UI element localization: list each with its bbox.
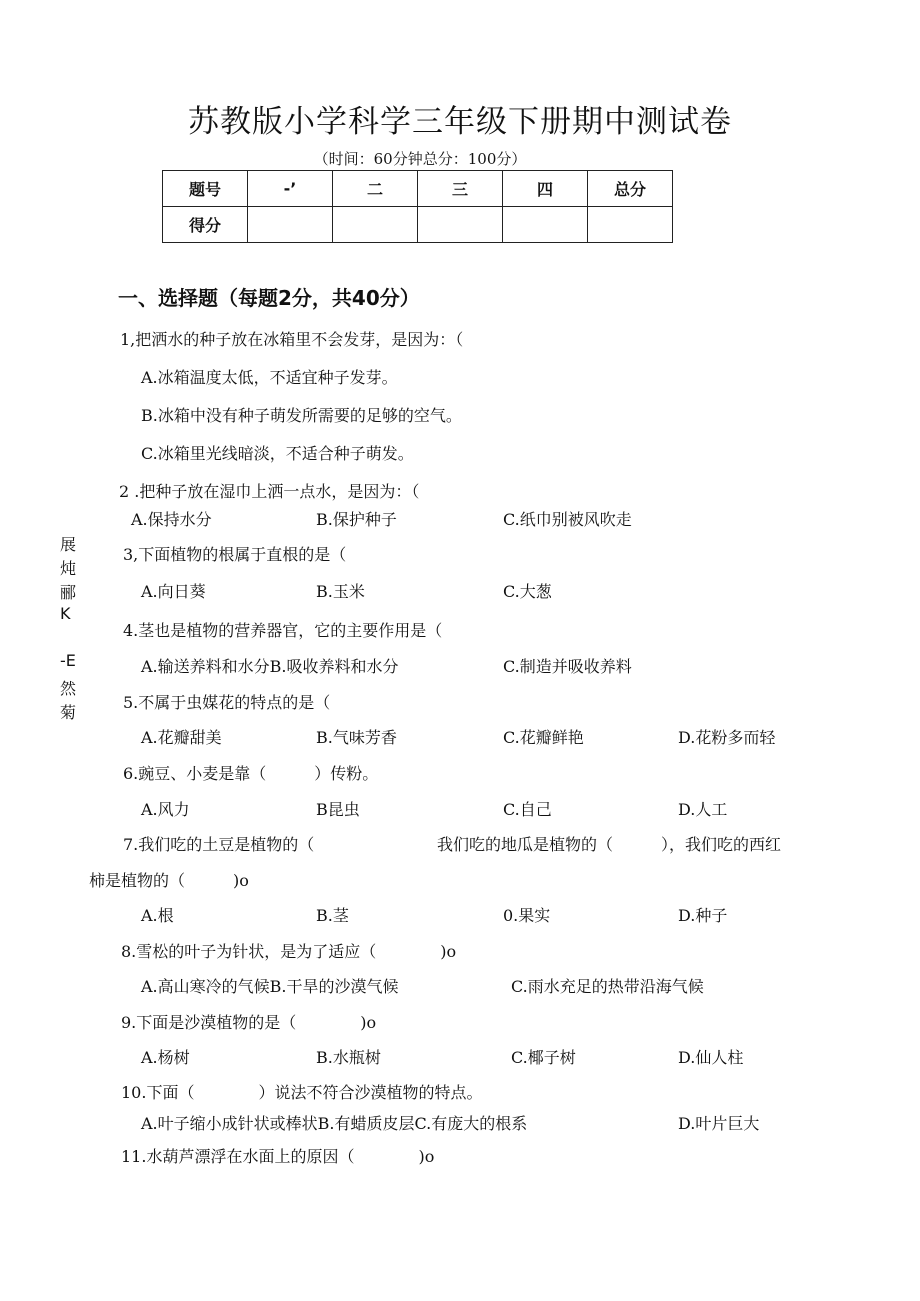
score-table-header-row: [163, 171, 673, 207]
header-cell: 四: [503, 171, 588, 207]
question-7-stem: 7.我们吃的土豆是植物的（: [123, 835, 315, 854]
question-8-option-ab: A.高山寒冷的气候B.干旱的沙漠气候: [141, 977, 399, 996]
question-6-stem: 6.豌豆、小麦是靠（ ）传粉。: [123, 764, 379, 783]
question-6-option-a: A.风力: [141, 800, 190, 819]
score-table: [162, 170, 673, 243]
question-10-option-d: D.叶片巨大: [678, 1114, 760, 1133]
question-5-option-b: B.气味芳香: [316, 728, 397, 747]
margin-char: -E: [60, 651, 76, 670]
question-6-option-c: C.自己: [503, 800, 552, 819]
question-7-option-a: A.根: [141, 906, 174, 925]
question-11-stem: 11.水葫芦漂浮在水面上的原因（ )o: [121, 1147, 435, 1166]
question-4-stem: 4.茎也是植物的营养器官，它的主要作用是（: [123, 621, 443, 640]
question-7-option-c: 0.果实: [503, 906, 551, 925]
question-5-option-a: A.花瓣甜美: [141, 728, 222, 747]
score-cell[interactable]: [248, 207, 333, 243]
question-5-option-d: D.花粉多而轻: [678, 728, 776, 747]
question-1-option-a: A.冰箱温度太低，不适宜种子发芽。: [141, 368, 398, 387]
question-8-stem: 8.雪松的叶子为针状，是为了适应（ )o: [121, 942, 457, 961]
score-cell[interactable]: [503, 207, 588, 243]
question-2-stem: 2 .把种子放在湿巾上洒一点水，是因为：（: [119, 482, 420, 501]
question-5-stem: 5.不属于虫媒花的特点的是（: [123, 693, 331, 712]
score-cell[interactable]: [588, 207, 673, 243]
question-1-option-b: B.冰箱中没有种子萌发所需要的足够的空气。: [141, 406, 462, 425]
header-cell: 总分: [588, 171, 673, 207]
exam-info: （时间：60分钟总分：100分）: [313, 150, 527, 168]
question-10-stem: 10.下面（ ）说法不符合沙漠植物的特点。: [121, 1083, 483, 1102]
page-title: 苏教版小学科学三年级下册期中测试卷: [188, 104, 732, 140]
question-2-option-c: C.纸巾别被风吹走: [503, 510, 632, 529]
question-7-stem-continued: 我们吃的地瓜是植物的（ ），我们吃的西红: [437, 835, 782, 854]
question-9-option-b: B.水瓶树: [316, 1048, 381, 1067]
question-9-option-c: C.椰子树: [511, 1048, 576, 1067]
question-1-option-c: C.冰箱里光线暗淡，不适合种子萌发。: [141, 444, 414, 463]
margin-char: 展: [60, 535, 77, 554]
question-3-stem: 3,下面植物的根属于直根的是（: [123, 545, 347, 564]
question-3-option-b: B.玉米: [316, 582, 365, 601]
question-6-option-b: B昆虫: [316, 800, 360, 819]
question-5-option-c: C.花瓣鲜艳: [503, 728, 584, 747]
score-cell[interactable]: [333, 207, 418, 243]
question-3-option-c: C.大葱: [503, 582, 552, 601]
question-7-stem-line2: 柿是植物的（ )o: [89, 871, 249, 890]
question-7-option-b: B.茎: [316, 906, 349, 925]
margin-char: 然: [60, 679, 77, 698]
score-row-label: 得分: [163, 207, 248, 243]
question-6-option-d: D.人工: [678, 800, 728, 819]
header-cell: -’: [248, 171, 333, 207]
question-2-option-a: A.保持水分: [131, 510, 212, 529]
question-7-option-d: D.种子: [678, 906, 728, 925]
question-4-option-c: C.制造并吸收养料: [503, 657, 632, 676]
question-1-stem: 1,把洒水的种子放在冰箱里不会发芽，是因为：（: [120, 330, 464, 349]
header-cell: 二: [333, 171, 418, 207]
margin-char: 菊: [60, 703, 77, 722]
margin-char: K: [60, 604, 71, 623]
question-2-option-b: B.保护种子: [316, 510, 397, 529]
header-cell: 题号: [163, 171, 248, 207]
question-3-option-a: A.向日葵: [141, 582, 206, 601]
header-cell: 三: [418, 171, 503, 207]
question-9-stem: 9.下面是沙漠植物的是（ )o: [121, 1013, 377, 1032]
question-9-option-d: D.仙人柱: [678, 1048, 744, 1067]
score-cell[interactable]: [418, 207, 503, 243]
score-table-score-row: [163, 207, 673, 243]
question-4-option-ab: A.输送养料和水分B.吸收养料和水分: [141, 657, 399, 676]
question-10-option-abc: A.叶子缩小成针状或棒状B.有蜡质皮层C.有庞大的根系: [141, 1114, 528, 1133]
question-9-option-a: A.杨树: [141, 1048, 190, 1067]
section-heading: 一、选择题（每题2分，共40分）: [118, 286, 420, 310]
question-8-option-c: C.雨水充足的热带沿海气候: [511, 977, 704, 996]
margin-char: 郦: [60, 583, 77, 602]
margin-char: 炖: [60, 559, 77, 578]
